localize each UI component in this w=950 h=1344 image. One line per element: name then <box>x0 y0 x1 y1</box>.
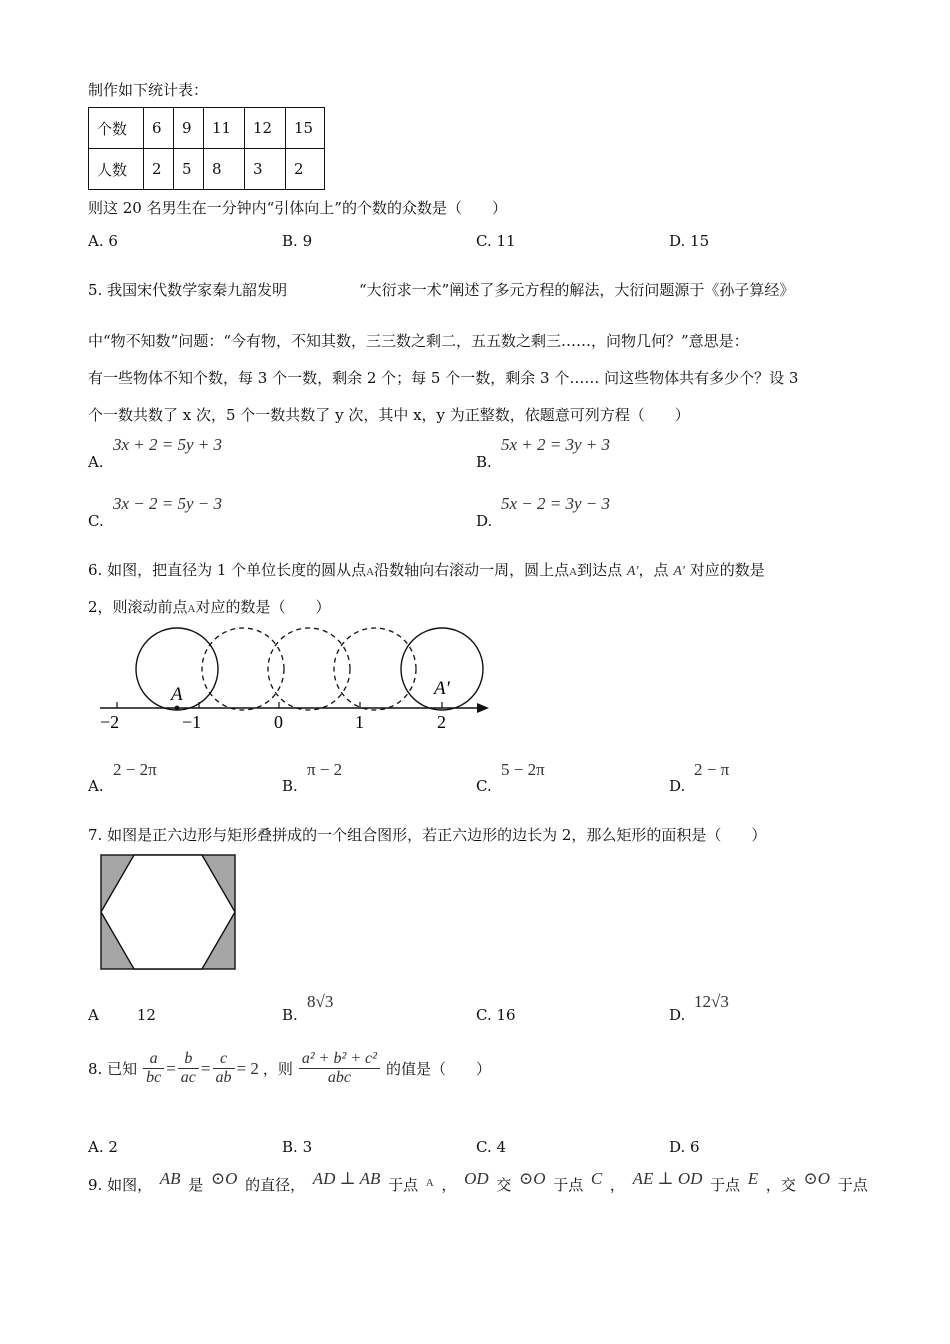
q4-option-d[interactable] <box>669 232 709 250</box>
table-row <box>89 108 325 149</box>
equals-two: = 2 <box>236 1058 259 1078</box>
row-label: 人数 <box>89 149 144 190</box>
point-a-dot <box>175 706 180 711</box>
q4-option-b[interactable] <box>282 232 312 250</box>
q9-text: ， <box>441 1176 457 1194</box>
label-a: A <box>171 684 183 705</box>
q7-option-d-label: D. <box>669 1006 686 1024</box>
denominator: ab <box>215 1069 232 1086</box>
denominator: ac <box>180 1069 196 1086</box>
rolling-circle-figure <box>95 620 495 735</box>
option-text: 15 <box>690 232 710 250</box>
q6-option-b[interactable]: π − 2 <box>307 760 343 779</box>
point-a-prime: A′ <box>626 564 639 579</box>
numerator: b <box>178 1050 199 1069</box>
option-text: 6 <box>690 1138 700 1156</box>
table-cell: 11 <box>204 108 245 149</box>
option-label: A. <box>88 1138 104 1156</box>
intro-text: 制作如下统计表： <box>88 81 209 99</box>
q7-stem: 7. 如图是正六边形与矩形叠拼成的一个组合图形，若正六边形的边长为 2，那么矩形的面积是（ ） <box>88 826 767 844</box>
q5-option-a[interactable]: 3x + 2 = 5y + 3 <box>113 435 223 454</box>
rolling-circle-dashed <box>202 628 284 710</box>
q7-option-d[interactable]: 12√3 <box>694 992 729 1011</box>
numerator: c <box>213 1050 235 1069</box>
option-text: 4 <box>496 1138 507 1156</box>
numerator: a² + b² + c² <box>299 1050 380 1069</box>
q5-option-b-label: B. <box>476 453 492 471</box>
q9-math: C <box>590 1169 603 1188</box>
rolling-circle-dashed <box>334 628 416 710</box>
fraction <box>299 1050 380 1087</box>
q6-option-c[interactable]: 5 − 2π <box>501 760 545 779</box>
q9-text: 是 <box>188 1176 204 1194</box>
fraction <box>143 1050 164 1087</box>
row-label: 个数 <box>89 108 144 149</box>
tick-label: 1 <box>355 712 364 732</box>
q9-stem <box>88 1169 868 1195</box>
q9-text: ， <box>609 1176 625 1194</box>
q4-option-c[interactable] <box>476 232 516 250</box>
q9-text: 于点 <box>837 1176 868 1194</box>
tick-label: 2 <box>437 712 446 732</box>
q6-text: 2，则滚动前点 <box>88 598 188 616</box>
hexagon-rectangle-figure <box>99 853 239 971</box>
q5-line2: 中“物不知数”问题：“今有物，不知其数，三三数之剩二，五五数之剩三……，问物几何？”意思是： <box>88 332 749 350</box>
q6-text: 对应的数是（ ） <box>195 598 331 616</box>
q6-text: 沿数轴向右滚动一周，圆上点 <box>374 561 570 579</box>
q6-text: ，点 <box>638 561 669 579</box>
q9-math: AE ⊥ OD <box>632 1169 703 1188</box>
option-label: B. <box>282 232 298 250</box>
option-label: B. <box>282 1138 298 1156</box>
table-cell: 6 <box>144 108 174 149</box>
denominator: bc <box>146 1069 162 1086</box>
q8-option-d[interactable] <box>669 1138 700 1156</box>
table-cell: 5 <box>174 149 204 190</box>
q5-line4: 个一数共数了 x 次，5 个一数共数了 y 次，其中 x，y 为正整数，依题意可列方程（ ） <box>88 406 690 424</box>
q6-option-d[interactable]: 2 − π <box>694 760 730 779</box>
table-row <box>89 149 325 190</box>
point-a-prime: A′ <box>673 564 685 579</box>
q5-line3: 有一些物体不知个数，每 3 个一数，剩余 2 个；每 5 个一数，剩余 3 个…… 问这些物体共有多少个？设 3 <box>88 369 799 387</box>
q8-text: 的值是（ ） <box>385 1060 491 1078</box>
table-cell: 9 <box>174 108 204 149</box>
q9-text: 的直径， <box>245 1176 306 1194</box>
q5-line1a: 5. 我国宋代数学家秦九韶发明 <box>88 281 288 299</box>
table-cell: 12 <box>245 108 286 149</box>
option-label: D. <box>669 1138 686 1156</box>
q8-option-c[interactable] <box>476 1138 506 1156</box>
fraction <box>213 1050 235 1087</box>
point-a: A <box>187 603 196 615</box>
q5-line1b: “大衍求一术”阐述了多元方程的解法，大衍问题源于《孙子算经》 <box>359 281 795 299</box>
option-text: 12 <box>136 1006 156 1024</box>
q5-option-d-label: D. <box>476 512 493 530</box>
q6-option-a[interactable]: 2 − 2π <box>113 760 157 779</box>
option-text: 6 <box>108 232 118 250</box>
q9-math: ⊙O <box>210 1169 238 1188</box>
q9-math: ⊙O <box>519 1169 546 1188</box>
q9-math: A <box>425 1177 434 1189</box>
q5-option-a-label: A. <box>88 453 104 471</box>
option-label: C. <box>476 1006 492 1024</box>
q9-text: 于点 <box>710 1176 741 1194</box>
q9-math: AB <box>159 1169 181 1188</box>
tick-label: 0 <box>274 712 283 732</box>
q9-text: 于点 <box>553 1176 584 1194</box>
q6-option-a-label: A. <box>88 777 104 795</box>
q9-text: 9. 如图， <box>88 1176 153 1194</box>
option-label: C. <box>476 1138 492 1156</box>
tick-label: −1 <box>182 712 202 732</box>
option-text: 16 <box>496 1006 516 1024</box>
option-text: 11 <box>496 232 516 250</box>
q8-stem: 8. 已知 $\frac{a}{bc}$ = $\frac{b}{ac}$ = $\frac{c}{ab}$ = 2 ，则 $\frac{\text{a² + b² + c²}}{\text{abc}}$ 的值是（ ） <box>88 1050 491 1086</box>
q9-text: 交 <box>496 1176 512 1194</box>
q9-math: ⊙O <box>803 1169 831 1188</box>
table-cell: 2 <box>286 149 325 190</box>
q8-option-a[interactable] <box>88 1138 118 1156</box>
q9-text: 于点 <box>388 1176 419 1194</box>
table-cell: 8 <box>204 149 245 190</box>
denominator: abc <box>327 1069 351 1086</box>
q7-option-c[interactable] <box>476 1006 516 1024</box>
option-text: 9 <box>302 232 313 250</box>
q5-option-b[interactable]: 5x + 2 = 3y + 3 <box>501 435 611 454</box>
q6-line2 <box>88 596 331 617</box>
q5-option-d[interactable]: 5x − 2 = 3y − 3 <box>501 494 611 513</box>
option-label: A <box>88 1006 99 1024</box>
q8-option-b[interactable] <box>282 1138 312 1156</box>
q9-math: E <box>747 1169 759 1188</box>
q8-text: 8. 已知 <box>88 1060 138 1078</box>
arrow-icon <box>477 703 489 713</box>
q9-math: AD ⊥ AB <box>312 1169 381 1188</box>
q6-option-c-label: C. <box>476 777 492 795</box>
q4-option-a[interactable] <box>88 232 118 250</box>
q5-option-c-label: C. <box>88 512 104 530</box>
table-cell: 3 <box>245 149 286 190</box>
table-cell: 15 <box>286 108 325 149</box>
tick-label: −2 <box>100 712 120 732</box>
q6-text: 对应的数是 <box>689 561 765 579</box>
option-text: 3 <box>302 1138 313 1156</box>
q9-text: ，交 <box>765 1176 796 1194</box>
q4-stem: 则这 20 名男生在一分钟内“引体向上”的个数的众数是（ ） <box>88 199 507 217</box>
q6-line1 <box>88 559 765 580</box>
statistics-table <box>88 107 325 190</box>
q6-text: 6. 如图，把直径为 1 个单位长度的圆从点 <box>88 561 367 579</box>
fraction <box>178 1050 199 1087</box>
q6-option-d-label: D. <box>669 777 686 795</box>
q5-option-c[interactable]: 3x − 2 = 5y − 3 <box>113 494 223 513</box>
rolling-circle-dashed <box>268 628 350 710</box>
table-cell: 2 <box>144 149 174 190</box>
q8-text: ，则 <box>262 1060 293 1078</box>
label-a-prime: A′ <box>434 678 450 699</box>
q7-option-a[interactable] <box>88 1006 156 1024</box>
q9-math: OD <box>464 1169 489 1188</box>
q7-option-b-label: B. <box>282 1006 298 1024</box>
option-label: C. <box>476 232 492 250</box>
point-a: A <box>569 566 578 578</box>
point-a: A <box>366 566 375 578</box>
q7-option-b[interactable]: 8√3 <box>307 992 334 1011</box>
option-label: D. <box>669 232 686 250</box>
q6-text: 到达点 <box>577 561 623 579</box>
q6-option-b-label: B. <box>282 777 298 795</box>
option-label: A. <box>88 232 104 250</box>
numerator: a <box>143 1050 164 1069</box>
option-text: 2 <box>108 1138 118 1156</box>
